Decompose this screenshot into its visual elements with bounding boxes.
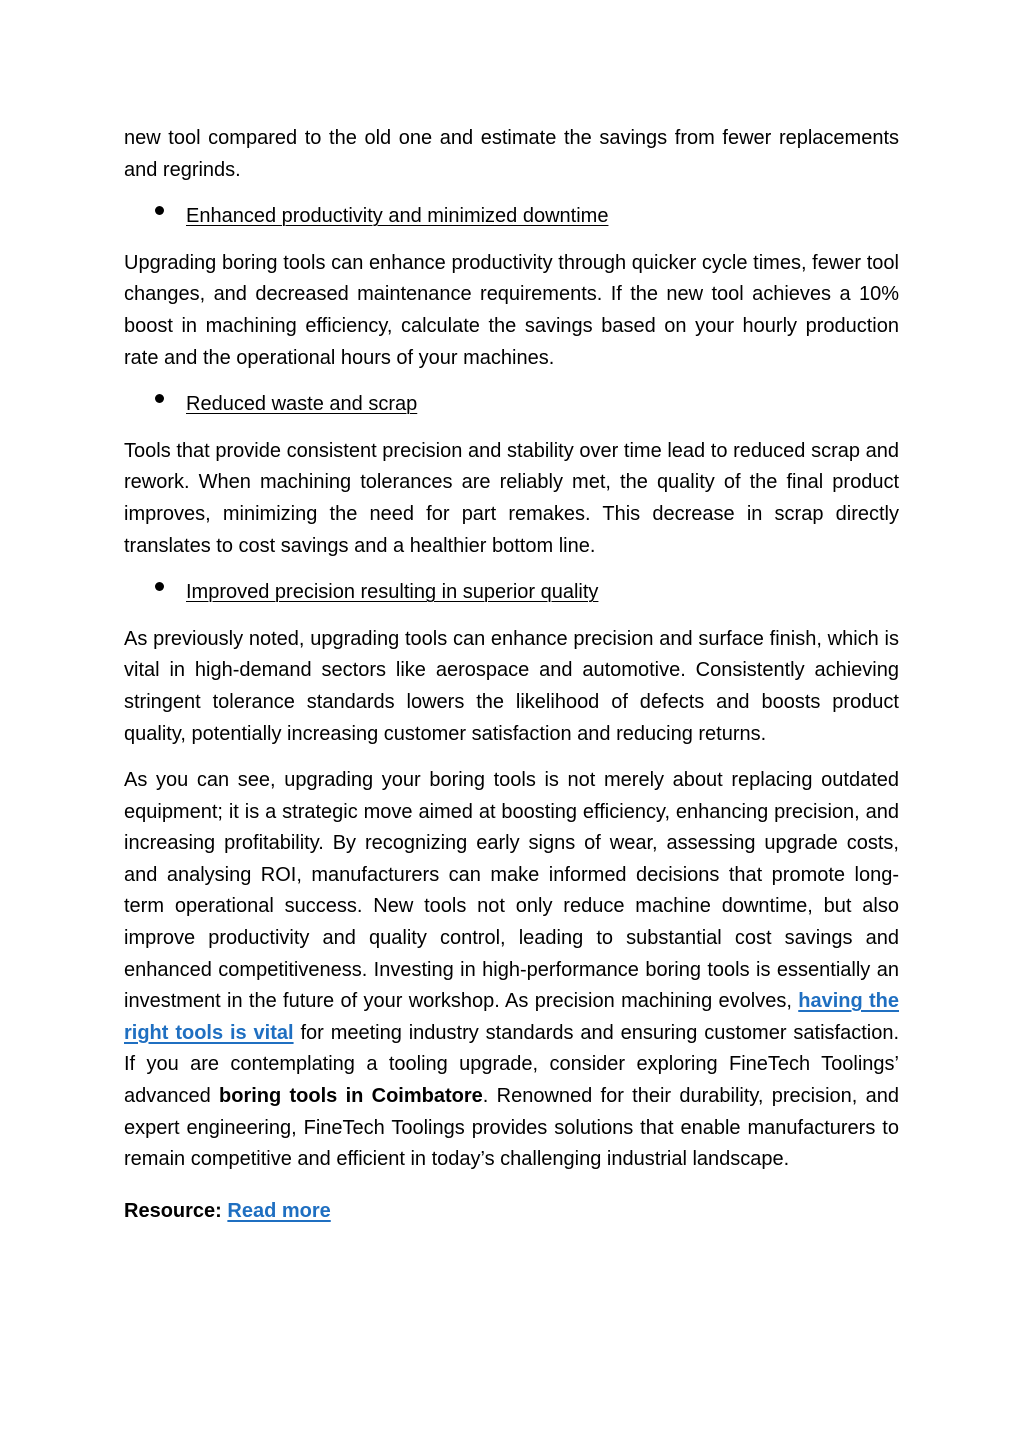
- resource-label: Resource:: [124, 1199, 222, 1222]
- document-page: [124, 123, 899, 1242]
- bullet-item-waste: [124, 389, 899, 421]
- precision-paragraph: As previously noted, upgrading tools can enhance precision and surface finish, which is vital in high-demand sectors like aerospace and automotive. Consistently achieving stringent tolerance standards lowers the likelihood of defects and boosts product quality, potentially increasing customer satisfaction and reducing returns.: [124, 627, 899, 745]
- conclusion-paragraph: [124, 765, 899, 1176]
- resource-line: [124, 1196, 899, 1228]
- bullet-item-precision: [124, 577, 899, 609]
- bullet-item-productivity: [124, 201, 899, 233]
- bullet-icon: [124, 390, 186, 410]
- boring-tools-keyword: boring tools in Coimbatore: [219, 1085, 483, 1108]
- right-tools-link[interactable]: having the right tools is vital: [124, 990, 900, 1044]
- bullet-heading-precision: Improved precision resulting in superior quality: [186, 581, 599, 604]
- conclusion-text-3: . Renowned for their durability, precision, and expert engineering, FineTech Toolings provides solutions that enable manufacturers to remain competitive and efficient in today’s challenging industrial landscape.: [124, 1085, 900, 1171]
- bullet-icon: [124, 578, 186, 598]
- read-more-link[interactable]: Read more: [227, 1199, 331, 1222]
- bullet-heading-productivity: Enhanced productivity and minimized downtime: [186, 205, 609, 228]
- conclusion-text-1: As you can see, upgrading your boring tools is not merely about replacing outdated equipment; it is a strategic move aimed at boosting efficiency, enhancing precision, and increasing profitability. By recognizing early signs of wear, assessing upgrade costs, and analysing ROI, manufacturers can make informed decisions that promote long-term operational success. New tools not only reduce machine downtime, but also improve productivity and quality control, leading to substantial cost savings and enhanced competitiveness. Investing in high-performance boring tools is essentially an investment in the future of your workshop. As precision machining evolves,: [124, 769, 899, 1013]
- bullet-icon: [124, 202, 186, 222]
- intro-paragraph: new tool compared to the old one and estimate the savings from fewer replacements and regrinds.: [124, 127, 899, 181]
- productivity-paragraph: Upgrading boring tools can enhance productivity through quicker cycle times, fewer tool changes, and decreased maintenance requirements. If the new tool achieves a 10% boost in machining efficiency, calculate the savings based on your hourly production rate and the operational hours of your machines.: [124, 251, 899, 369]
- bullet-heading-waste: Reduced waste and scrap: [186, 393, 418, 416]
- conclusion-text-2: for meeting industry standards and ensuring customer satisfaction. If you are contemplating a tooling upgrade, consider exploring FineTech Toolings’ advanced: [124, 1021, 899, 1108]
- waste-paragraph: Tools that provide consistent precision and stability over time lead to reduced scrap and rework. When machining tolerances are reliably met, the quality of the final product improves, minimizing the need for part remakes. This decrease in scrap directly translates to cost savings and a healthier bottom line.: [124, 439, 899, 557]
